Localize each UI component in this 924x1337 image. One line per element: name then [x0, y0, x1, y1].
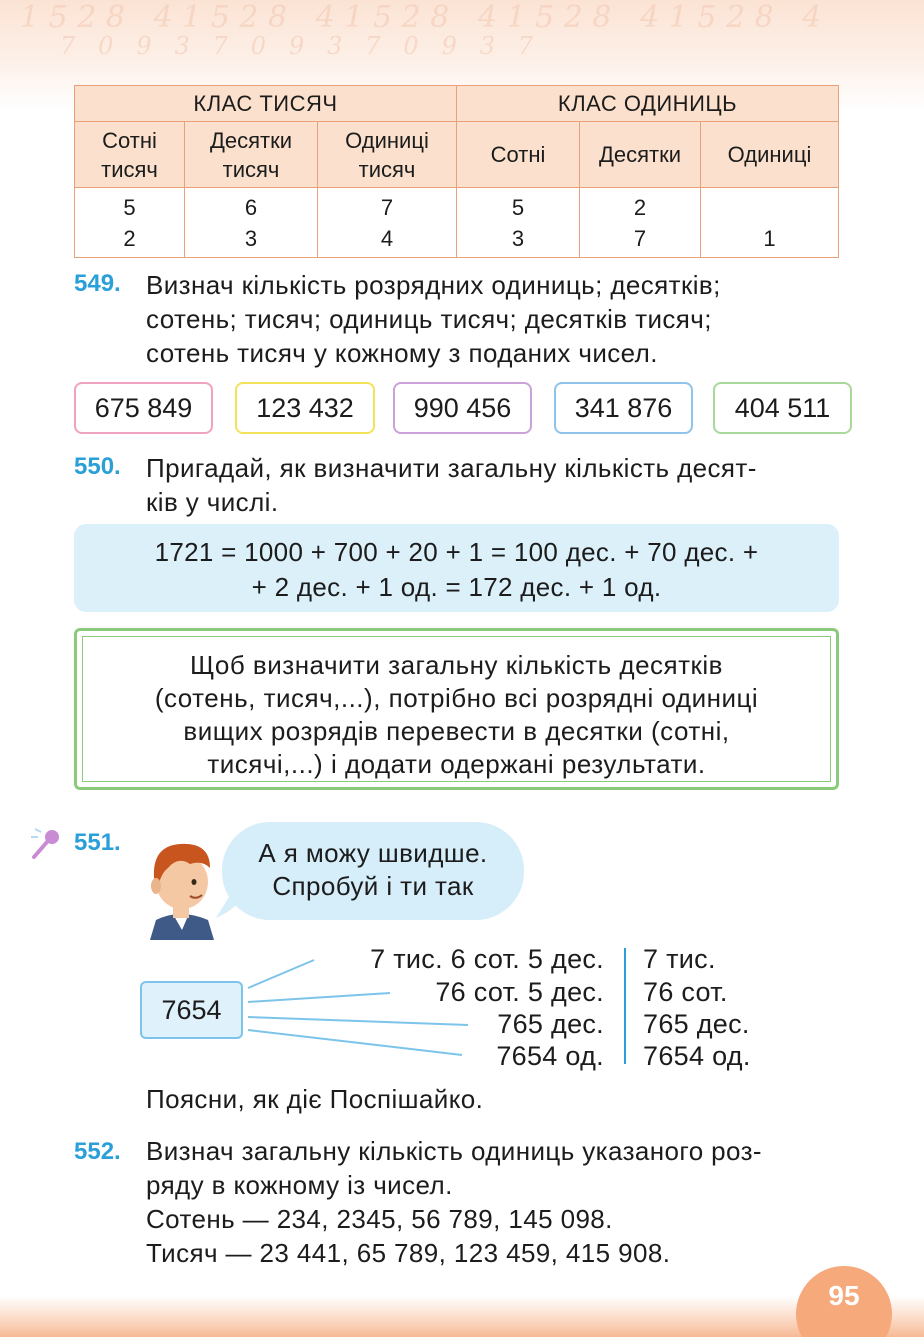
text-line: ряду в кожному із чисел. — [146, 1170, 453, 1200]
decomposition-line: 7654 од. — [496, 1041, 604, 1071]
example-panel — [74, 524, 839, 612]
answer-line: 76 сот. — [643, 977, 728, 1007]
col-tens: Десятки — [580, 122, 701, 188]
answer-line: 7 тис. — [643, 944, 716, 974]
answer-line: 7654 од. — [643, 1041, 751, 1071]
number-card: 990 456 — [393, 382, 532, 434]
rule-line: тисячі,...) і додати одержані результати. — [207, 749, 706, 779]
example-line: + 2 дес. + 1 од. = 172 дес. + 1 од. — [251, 572, 662, 602]
col-units-thousands: Одиниці тисяч — [318, 122, 457, 188]
number-card: 404 511 — [713, 382, 852, 434]
text-line: сотень; тисяч; одиниць тисяч; десятків тисяч; — [146, 304, 712, 334]
decomposition-line: 7 тис. 6 сот. 5 дес. — [370, 944, 604, 974]
decomposition-line: 76 сот. 5 дес. — [435, 977, 604, 1007]
text-line: сотень тисяч у кожному з поданих чисел. — [146, 338, 658, 368]
exercise-550-number: 550. — [74, 453, 121, 480]
class-thousands-header: КЛАС ТИСЯЧ — [75, 86, 457, 122]
exercise-549-number: 549. — [74, 270, 121, 297]
source-number-box: 7654 — [140, 981, 243, 1039]
col-tens-thousands: Десятки тисяч — [185, 122, 318, 188]
text-line: Визнач кількість розрядних одиниць; десятків; — [146, 270, 721, 300]
table-cell: 7 4 — [318, 188, 457, 258]
rule-line: (сотень, тисяч,...), потрібно всі розрядні одиниці — [154, 683, 759, 713]
exercise-552-number: 552. — [74, 1138, 121, 1165]
text-line: ків у числі. — [146, 487, 279, 517]
page-number: 95 — [796, 1266, 892, 1337]
exercise-549-text — [146, 268, 721, 370]
text-line: Пригадай, як визначити загальну кількість десят- — [146, 453, 757, 483]
speech-bubble — [222, 822, 524, 920]
table-cell: 5 3 — [457, 188, 580, 258]
exercise-552-text — [146, 1134, 762, 1270]
rule-box — [74, 628, 839, 790]
bubble-line: Спробуй і ти так — [272, 871, 474, 901]
number-card: 675 849 — [74, 382, 213, 434]
number-card: 341 876 — [554, 382, 693, 434]
boy-illustration — [140, 838, 222, 940]
rule-text — [82, 636, 831, 782]
decomposition-line: 765 дес. — [497, 1009, 604, 1039]
divider-line — [624, 948, 626, 1064]
place-value-table — [74, 85, 839, 258]
table-cell: 2 7 — [580, 188, 701, 258]
table-cell: 1 — [701, 188, 839, 258]
footer-decoration — [0, 1296, 924, 1337]
decorative-digits: 1 5 2 8 4 1 5 2 8 4 1 5 2 8 4 1 5 2 8 4 1 5 2 8 4 — [20, 0, 822, 35]
col-hundreds: Сотні — [457, 122, 580, 188]
class-units-header: КЛАС ОДИНИЦЬ — [457, 86, 839, 122]
answer-line: 765 дес. — [643, 1009, 750, 1039]
text-line: Сотень — 234, 2345, 56 789, 145 098. — [146, 1204, 613, 1234]
table-cell: 6 3 — [185, 188, 318, 258]
example-line: 1721 = 1000 + 700 + 20 + 1 = 100 дес. + 70 дес. + — [154, 537, 759, 567]
bubble-tail — [214, 892, 244, 922]
table-cell: 5 2 — [75, 188, 185, 258]
exercise-550-text — [146, 451, 757, 519]
exercise-551-number: 551. — [74, 829, 121, 856]
text-line: Визнач загальну кількість одиниць указаного роз- — [146, 1136, 762, 1166]
number-card: 123 432 — [235, 382, 375, 434]
text-line: Тисяч — 23 441, 65 789, 123 459, 415 908. — [146, 1238, 671, 1268]
rule-line: вищих розрядів перевести в десятки (сотні, — [183, 716, 730, 746]
decorative-digits-row2: 7 0 9 3 7 0 9 3 7 0 9 3 7 — [60, 32, 534, 60]
microphone-icon — [28, 826, 64, 862]
bubble-line: А я можу швидше. — [258, 838, 488, 868]
rule-line: Щоб визначити загальну кількість десятків — [189, 650, 723, 680]
col-hundreds-thousands: Сотні тисяч — [75, 122, 185, 188]
col-units: Одиниці — [701, 122, 839, 188]
exercise-551-footer: Поясни, як діє Поспішайко. — [146, 1084, 484, 1114]
